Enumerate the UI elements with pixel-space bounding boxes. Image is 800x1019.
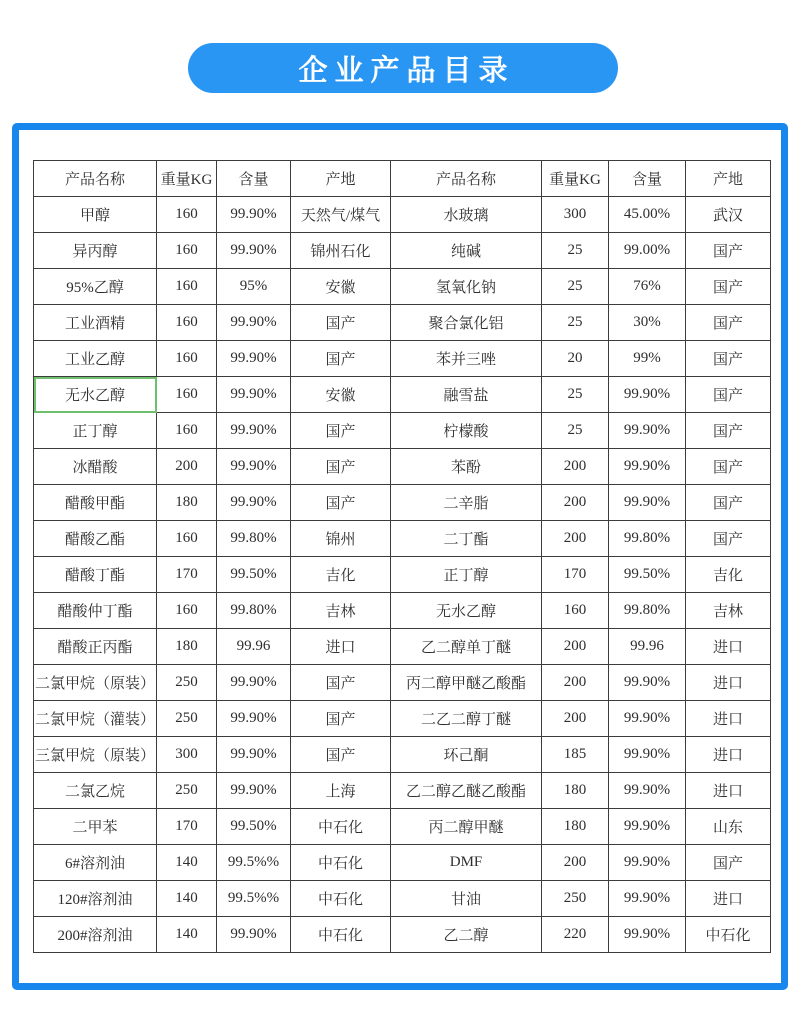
- header-cell: 重量KG: [157, 161, 217, 197]
- table-cell: 聚合氯化铝: [391, 305, 542, 341]
- table-cell: 99.5%%: [217, 881, 291, 917]
- table-cell: 99.80%: [609, 521, 686, 557]
- table-cell: 国产: [291, 737, 391, 773]
- table-header-row: [34, 161, 771, 197]
- table-cell: 140: [157, 881, 217, 917]
- table-body: [34, 197, 771, 953]
- table-cell: 200: [542, 485, 609, 521]
- table-cell: 水玻璃: [391, 197, 542, 233]
- header-cell: 产地: [686, 161, 771, 197]
- table-cell: 冰醋酸: [34, 449, 157, 485]
- table-cell: 99.90%: [217, 773, 291, 809]
- table-cell: 99.96: [609, 629, 686, 665]
- table-row: [34, 413, 771, 449]
- table-cell: 99.90%: [217, 449, 291, 485]
- table-row: [34, 305, 771, 341]
- table-cell: 140: [157, 917, 217, 953]
- table-cell: 99.90%: [217, 305, 291, 341]
- table-row: [34, 917, 771, 953]
- table-cell: 200: [542, 449, 609, 485]
- table-cell: 170: [157, 557, 217, 593]
- table-cell: 160: [157, 341, 217, 377]
- table-cell: 二氯甲烷（灌装）: [34, 701, 157, 737]
- table-cell: 20: [542, 341, 609, 377]
- table-cell: 76%: [609, 269, 686, 305]
- header-cell: 含量: [609, 161, 686, 197]
- table-cell: 甘油: [391, 881, 542, 917]
- table-cell: 吉林: [686, 593, 771, 629]
- table-cell: 工业乙醇: [34, 341, 157, 377]
- table-row: [34, 485, 771, 521]
- table-cell: 160: [157, 233, 217, 269]
- table-cell: 吉林: [291, 593, 391, 629]
- table-cell: 纯碱: [391, 233, 542, 269]
- table-cell: 99.90%: [609, 701, 686, 737]
- table-cell: 进口: [686, 881, 771, 917]
- table-cell: 99.90%: [217, 341, 291, 377]
- table-cell: 200: [542, 521, 609, 557]
- header-cell: 产品名称: [34, 161, 157, 197]
- table-cell: 99.50%: [217, 809, 291, 845]
- table-row: [34, 449, 771, 485]
- table-cell: 二甲苯: [34, 809, 157, 845]
- table-cell: 异丙醇: [34, 233, 157, 269]
- table-cell: 醋酸丁酯: [34, 557, 157, 593]
- table-cell: 200: [157, 449, 217, 485]
- table-cell: 国产: [686, 521, 771, 557]
- table-cell: 吉化: [686, 557, 771, 593]
- table-cell: 国产: [291, 341, 391, 377]
- table-cell: 180: [157, 485, 217, 521]
- table-cell: 国产: [686, 485, 771, 521]
- table-cell: 进口: [291, 629, 391, 665]
- table-cell: 160: [157, 413, 217, 449]
- table-cell: 进口: [686, 665, 771, 701]
- table-cell: 99.90%: [217, 701, 291, 737]
- table-cell: 醋酸乙酯: [34, 521, 157, 557]
- table-cell: 丙二醇甲醚乙酸酯: [391, 665, 542, 701]
- table-cell: 上海: [291, 773, 391, 809]
- header-cell: 产品名称: [391, 161, 542, 197]
- table-cell: 进口: [686, 773, 771, 809]
- table-cell: 95%: [217, 269, 291, 305]
- table-cell: 中石化: [291, 809, 391, 845]
- table-cell: 160: [157, 377, 217, 413]
- table-cell: 160: [157, 197, 217, 233]
- table-cell: 进口: [686, 737, 771, 773]
- table-cell: 国产: [686, 845, 771, 881]
- table-cell: 160: [157, 521, 217, 557]
- table-cell: 99.50%: [217, 557, 291, 593]
- table-cell: 99.90%: [217, 197, 291, 233]
- table-cell: 中石化: [686, 917, 771, 953]
- table-cell: 乙二醇: [391, 917, 542, 953]
- table-cell: 180: [542, 809, 609, 845]
- table-cell: 国产: [291, 305, 391, 341]
- table-cell: 99.90%: [217, 413, 291, 449]
- table-cell: 二氯乙烷: [34, 773, 157, 809]
- table-cell: 中石化: [291, 881, 391, 917]
- table-cell: 25: [542, 269, 609, 305]
- table-cell: 三氯甲烷（原装）: [34, 737, 157, 773]
- table-cell: 99.90%: [217, 737, 291, 773]
- table-cell: 170: [542, 557, 609, 593]
- table-cell: 中石化: [291, 917, 391, 953]
- table-cell: 国产: [686, 269, 771, 305]
- table-cell: 国产: [686, 233, 771, 269]
- table-cell: 国产: [291, 665, 391, 701]
- header-cell: 重量KG: [542, 161, 609, 197]
- header-cell: 产地: [291, 161, 391, 197]
- table-cell: 300: [542, 197, 609, 233]
- table-cell: 锦州: [291, 521, 391, 557]
- table-cell: 苯酚: [391, 449, 542, 485]
- table-cell: 25: [542, 305, 609, 341]
- table-row: [34, 881, 771, 917]
- table-cell: 融雪盐: [391, 377, 542, 413]
- table-cell: 二氯甲烷（原装）: [34, 665, 157, 701]
- table-cell: 99.90%: [609, 449, 686, 485]
- table-cell: 天然气/煤气: [291, 197, 391, 233]
- table-cell: 99.90%: [609, 917, 686, 953]
- table-cell: 安徽: [291, 377, 391, 413]
- table-row: [34, 665, 771, 701]
- table-cell: 甲醇: [34, 197, 157, 233]
- table-cell: 185: [542, 737, 609, 773]
- table-cell: 二辛脂: [391, 485, 542, 521]
- table-cell: 200#溶剂油: [34, 917, 157, 953]
- table-cell: 99.90%: [217, 377, 291, 413]
- table-cell: 山东: [686, 809, 771, 845]
- table-cell: 250: [157, 701, 217, 737]
- table-row: [34, 341, 771, 377]
- table-cell: 160: [542, 593, 609, 629]
- table-cell: 国产: [291, 449, 391, 485]
- table-cell: 99.90%: [609, 845, 686, 881]
- table-cell: 99.90%: [609, 485, 686, 521]
- table-cell: 99.90%: [609, 737, 686, 773]
- table-row: [34, 845, 771, 881]
- table-cell: 国产: [686, 341, 771, 377]
- table-cell: 25: [542, 413, 609, 449]
- page-title: 企业产品目录: [188, 43, 618, 93]
- table-cell: 200: [542, 629, 609, 665]
- table-row: [34, 377, 771, 413]
- table-cell: 99.80%: [217, 521, 291, 557]
- table-cell: 安徽: [291, 269, 391, 305]
- header-cell: 含量: [217, 161, 291, 197]
- table-row: [34, 701, 771, 737]
- table-row: [34, 557, 771, 593]
- table-cell: 二丁酯: [391, 521, 542, 557]
- table-cell: 进口: [686, 701, 771, 737]
- table-cell: 200: [542, 845, 609, 881]
- table-cell: 醋酸仲丁酯: [34, 593, 157, 629]
- table-cell: 无水乙醇: [391, 593, 542, 629]
- table-cell: 国产: [686, 377, 771, 413]
- table-cell: 160: [157, 305, 217, 341]
- table-cell: 180: [157, 629, 217, 665]
- table-cell: 300: [157, 737, 217, 773]
- table-cell: 苯并三唑: [391, 341, 542, 377]
- table-cell: 乙二醇乙醚乙酸酯: [391, 773, 542, 809]
- table-row: [34, 197, 771, 233]
- table-cell: 99.90%: [609, 809, 686, 845]
- table-row: [34, 809, 771, 845]
- table-cell: 99.00%: [609, 233, 686, 269]
- table-cell: 99.90%: [609, 665, 686, 701]
- table-cell: 99.90%: [217, 233, 291, 269]
- table-cell: 正丁醇: [34, 413, 157, 449]
- table-cell: 氢氧化钠: [391, 269, 542, 305]
- table-cell: 99.90%: [609, 413, 686, 449]
- table-cell: 武汉: [686, 197, 771, 233]
- table-cell: 99.5%%: [217, 845, 291, 881]
- table-cell: 160: [157, 593, 217, 629]
- table-cell: 进口: [686, 629, 771, 665]
- table-row: [34, 737, 771, 773]
- table-row: [34, 629, 771, 665]
- table-cell: 环己酮: [391, 737, 542, 773]
- table-cell: 45.00%: [609, 197, 686, 233]
- table-cell: 200: [542, 701, 609, 737]
- table-cell: 25: [542, 233, 609, 269]
- table-cell: 25: [542, 377, 609, 413]
- table-cell: 99.80%: [609, 593, 686, 629]
- table-cell: 99.90%: [217, 665, 291, 701]
- table-cell: 国产: [686, 305, 771, 341]
- table-row: [34, 233, 771, 269]
- table-cell: 国产: [291, 701, 391, 737]
- table-cell: 6#溶剂油: [34, 845, 157, 881]
- table-cell: 99.90%: [609, 377, 686, 413]
- table-cell: 醋酸甲酯: [34, 485, 157, 521]
- table-cell: 160: [157, 269, 217, 305]
- table-cell: 锦州石化: [291, 233, 391, 269]
- table-cell: 99.90%: [217, 485, 291, 521]
- table-cell: 中石化: [291, 845, 391, 881]
- table-cell: 正丁醇: [391, 557, 542, 593]
- table-cell: 二乙二醇丁醚: [391, 701, 542, 737]
- table-row: [34, 521, 771, 557]
- table-cell: 国产: [686, 413, 771, 449]
- table-cell: 250: [157, 665, 217, 701]
- table-cell: 国产: [686, 449, 771, 485]
- table-cell: 95%乙醇: [34, 269, 157, 305]
- table-cell: 丙二醇甲醚: [391, 809, 542, 845]
- table-cell: 吉化: [291, 557, 391, 593]
- table-cell: 无水乙醇: [34, 377, 157, 413]
- table-cell: 99%: [609, 341, 686, 377]
- table-cell: 99.90%: [217, 917, 291, 953]
- table-cell: 醋酸正丙酯: [34, 629, 157, 665]
- table-cell: 乙二醇单丁醚: [391, 629, 542, 665]
- product-catalog-table: [33, 160, 771, 953]
- table-cell: 99.90%: [609, 773, 686, 809]
- table-cell: 工业酒精: [34, 305, 157, 341]
- table-cell: 250: [542, 881, 609, 917]
- table-cell: 99.50%: [609, 557, 686, 593]
- table-cell: 120#溶剂油: [34, 881, 157, 917]
- table-cell: 250: [157, 773, 217, 809]
- table-cell: 220: [542, 917, 609, 953]
- table-cell: 国产: [291, 413, 391, 449]
- table-cell: 柠檬酸: [391, 413, 542, 449]
- table-cell: 200: [542, 665, 609, 701]
- table-cell: 99.90%: [609, 881, 686, 917]
- table-cell: 170: [157, 809, 217, 845]
- table-cell: 180: [542, 773, 609, 809]
- table-cell: 国产: [291, 485, 391, 521]
- table-cell: 140: [157, 845, 217, 881]
- table-cell: DMF: [391, 845, 542, 881]
- table-row: [34, 773, 771, 809]
- table-cell: 99.96: [217, 629, 291, 665]
- table-cell: 99.80%: [217, 593, 291, 629]
- table-cell: 30%: [609, 305, 686, 341]
- table-row: [34, 269, 771, 305]
- table-row: [34, 593, 771, 629]
